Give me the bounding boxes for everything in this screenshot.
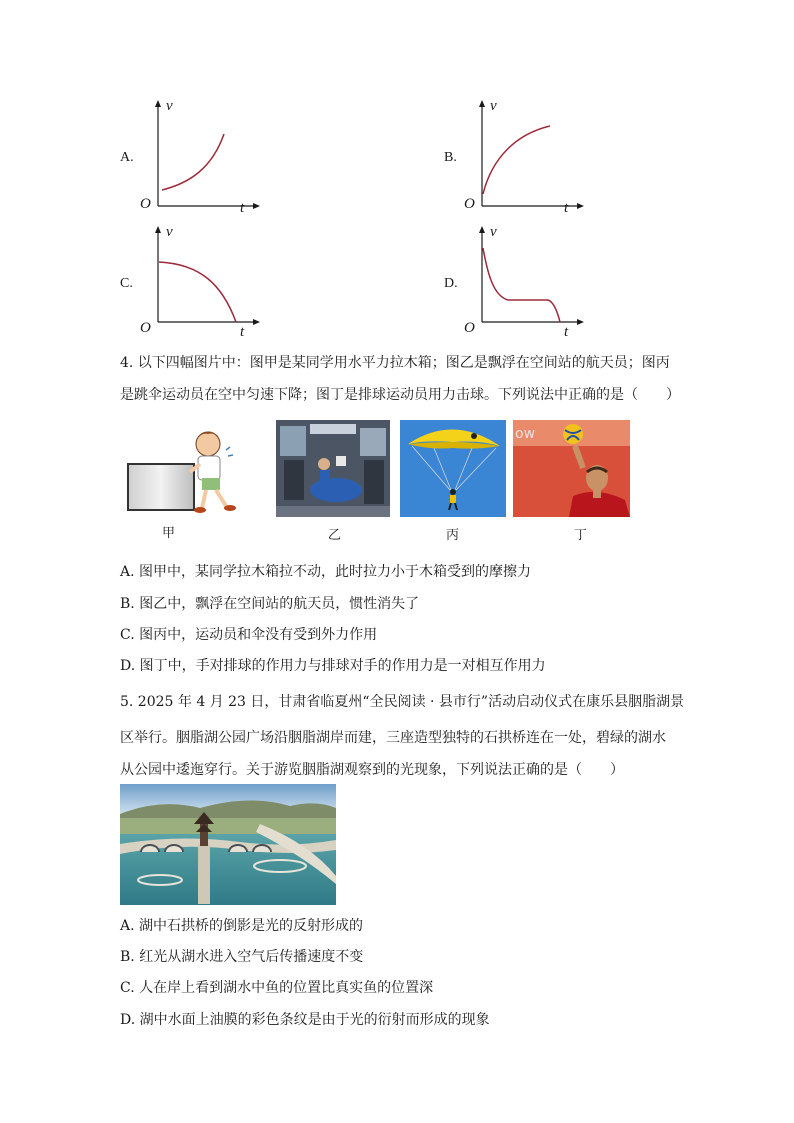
graph-b bbox=[464, 98, 584, 218]
caption-bing: 丙 bbox=[446, 528, 460, 543]
t-axis-label: t bbox=[240, 324, 245, 340]
v-axis-label: v bbox=[490, 98, 497, 114]
option-a-letter: A. bbox=[120, 150, 134, 165]
graph-d bbox=[464, 224, 584, 344]
origin-label: O bbox=[140, 320, 151, 336]
q4-option-c[interactable]: C. 图丙中，运动员和伞没有受到外力作用 bbox=[120, 627, 378, 643]
origin-label: O bbox=[140, 196, 151, 212]
t-axis-label: t bbox=[564, 324, 569, 340]
q4-option-b[interactable]: B. 图乙中，飘浮在空间站的航天员，惯性消失了 bbox=[120, 596, 420, 612]
q5-option-c[interactable]: C. 人在岸上看到湖水中鱼的位置比真实鱼的位置深 bbox=[120, 980, 434, 996]
v-axis-label: v bbox=[166, 224, 173, 240]
picture-jia bbox=[124, 420, 254, 520]
q4-stem-line-1: 4. 以下四幅图片中：图甲是某同学用水平力拉木箱；图乙是飘浮在空间站的航天员；图丙 bbox=[120, 355, 670, 371]
q4-option-d[interactable]: D. 图丁中，手对排球的作用力与排球对手的作用力是一对相互作用力 bbox=[120, 658, 546, 674]
picture-ding bbox=[513, 420, 630, 517]
origin-label: O bbox=[464, 320, 475, 336]
svg-text:ow: ow bbox=[515, 426, 536, 442]
graph-a bbox=[140, 98, 260, 218]
picture-yi bbox=[276, 420, 390, 517]
q5-option-a[interactable]: A. 湖中石拱桥的倒影是光的反射形成的 bbox=[120, 918, 364, 934]
picture-bing bbox=[400, 420, 506, 517]
caption-ding: 丁 bbox=[574, 528, 588, 543]
t-axis-label: t bbox=[564, 200, 569, 216]
q5-stem-line-1: 5. 2025 年 4 月 23 日，甘肃省临夏州“全民阅读 · 县市行”活动启动仪式在康乐县胭脂湖景 bbox=[120, 694, 685, 710]
q5-option-d[interactable]: D. 湖中水面上油膜的彩色条纹是由于光的衍射而形成的现象 bbox=[120, 1012, 490, 1028]
origin-label: O bbox=[464, 196, 475, 212]
q4-option-a[interactable]: A. 图甲中，某同学拉木箱拉不动，此时拉力小于木箱受到的摩擦力 bbox=[120, 564, 532, 580]
option-d-letter: D. bbox=[444, 276, 458, 291]
option-c-letter: C. bbox=[120, 276, 133, 291]
caption-yi: 乙 bbox=[328, 528, 342, 543]
q5-stem-line-2: 区举行。胭脂湖公园广场沿胭脂湖岸而建，三座造型独特的石拱桥连在一处，碧绿的湖水 bbox=[120, 730, 666, 746]
q5-stem-line-3: 从公园中逶迤穿行。关于游览胭脂湖观察到的光现象，下列说法正确的是（ ） bbox=[120, 762, 624, 778]
picture-lake-park bbox=[120, 784, 336, 905]
v-axis-label: v bbox=[490, 224, 497, 240]
q5-option-b[interactable]: B. 红光从湖水进入空气后传播速度不变 bbox=[120, 949, 364, 965]
v-axis-label: v bbox=[166, 98, 173, 114]
option-b-letter: B. bbox=[444, 150, 457, 165]
caption-jia: 甲 bbox=[162, 526, 176, 541]
q4-stem-line-2: 是跳伞运动员在空中匀速下降；图丁是排球运动员用力击球。下列说法中正确的是（ ） bbox=[120, 387, 680, 403]
graph-c bbox=[140, 224, 260, 344]
t-axis-label: t bbox=[240, 200, 245, 216]
